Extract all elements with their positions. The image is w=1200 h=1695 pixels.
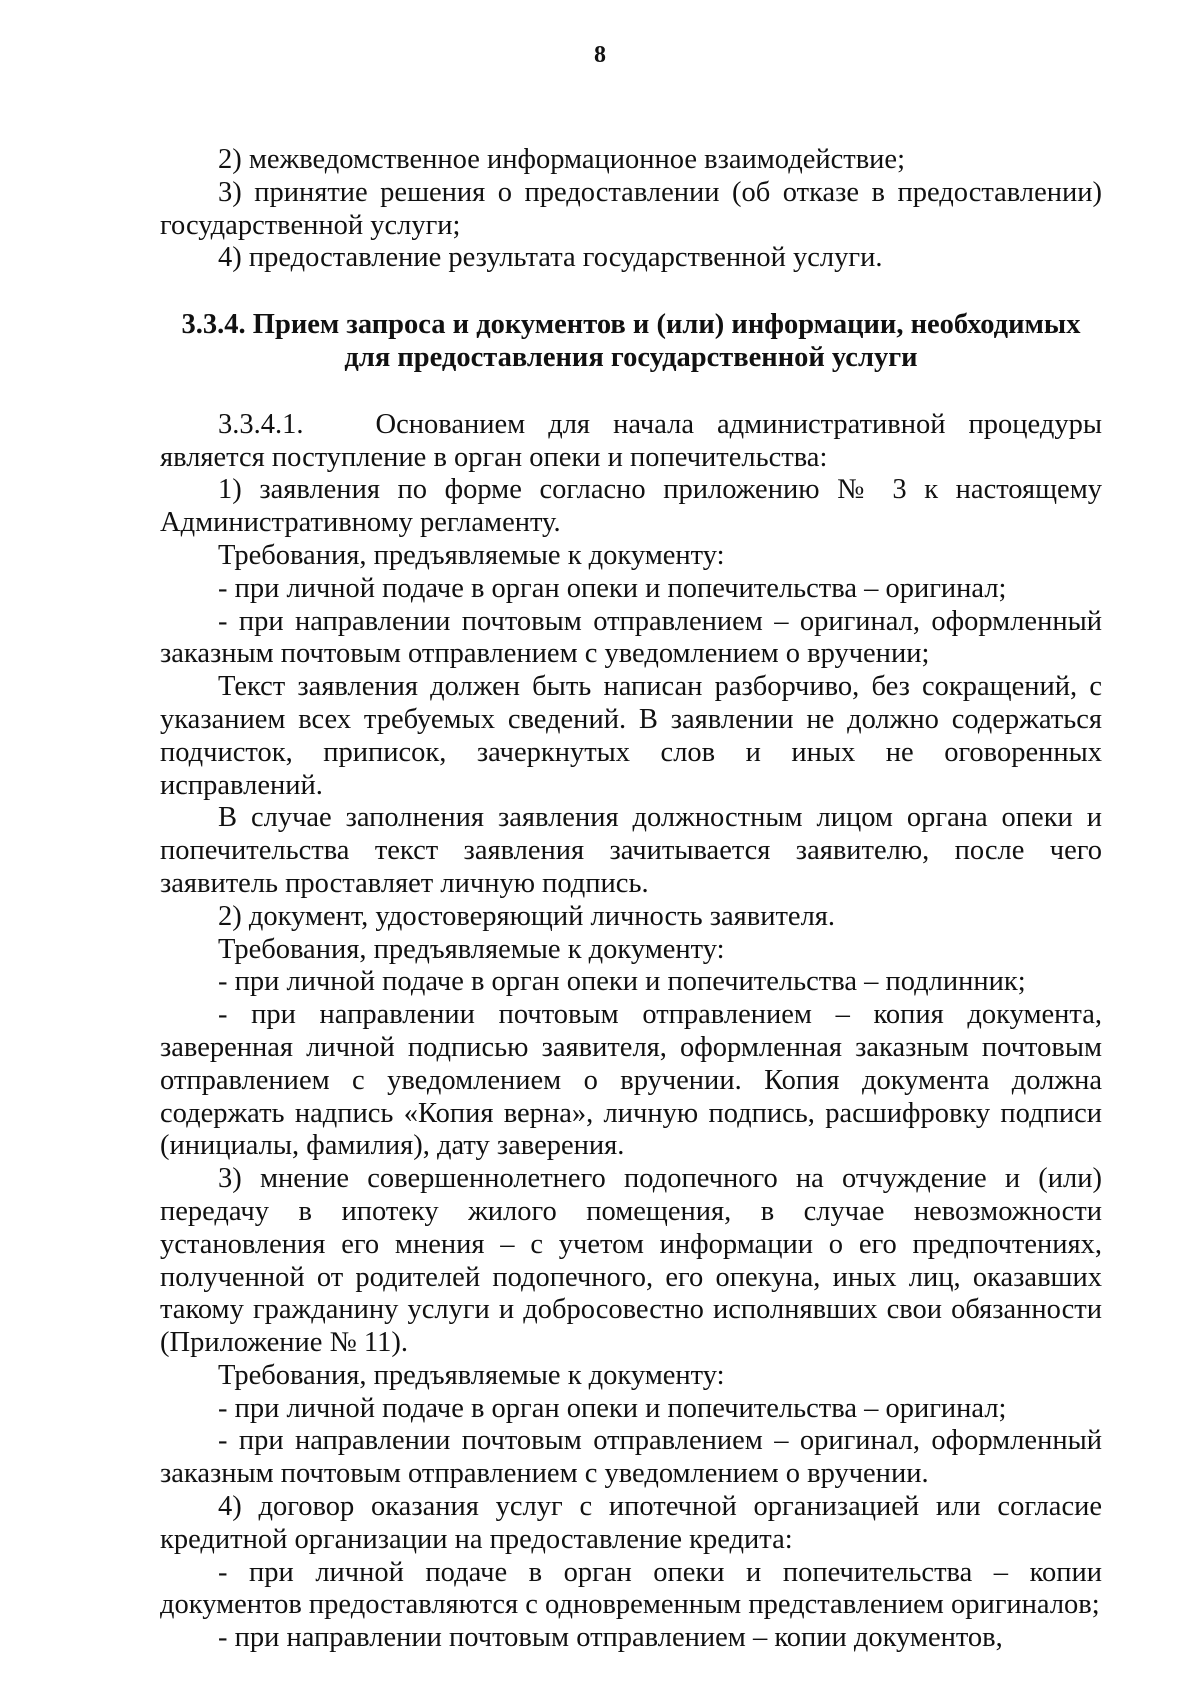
paragraph: 1) заявления по форме согласно приложению № 3 к настоящему Административному регламенту. bbox=[160, 474, 1102, 539]
paragraph: - при личной подаче в орган опеки и попечительства – копии документов предоставляются с одновременным представлением оригиналов; bbox=[160, 1556, 1102, 1621]
paragraph: Требования, предъявляемые к документу: bbox=[218, 539, 725, 571]
paragraph: - при направлении почтовым отправлением – оригинал, оформленный заказным почтовым отправлением с уведомлением о вручении. bbox=[160, 1425, 1102, 1490]
paragraph: - при личной подаче в орган опеки и попечительства – оригинал; bbox=[218, 1392, 1007, 1424]
paragraph: - при личной подаче в орган опеки и попечительства – подлинник; bbox=[218, 966, 1026, 998]
clause-number: 3.3.4.1. bbox=[218, 408, 304, 440]
paragraph: 4) предоставление результата государственной услуги. bbox=[218, 242, 883, 274]
page-number: 8 bbox=[594, 42, 606, 68]
clause-paragraph bbox=[160, 409, 1102, 475]
paragraph: 3) мнение совершеннолетнего подопечного на отчуждение и (или) передачу в ипотеку жилого помещения, в случае невозможности установления его мнения – с учетом информации о его предпочтениях, полученной от родителей подопечного, его опекуна, иных лиц, оказавших такому гражданину услуги и добросовестно исполнявших свои обязанности (Приложение № 11). bbox=[160, 1163, 1102, 1359]
paragraph: 4) договор оказания услуг с ипотечной организацией или согласие кредитной организации на предоставление кредита: bbox=[160, 1491, 1102, 1555]
paragraph: Текст заявления должен быть написан разборчиво, без сокращений, с указанием всех требуемых сведений. В заявлении не должно содержаться подчисток, приписок, зачеркнутых слов и иных не оговоренных исправлений. bbox=[160, 671, 1102, 801]
paragraph: 2) межведомственное информационное взаимодействие; bbox=[218, 144, 905, 175]
document-body bbox=[160, 144, 1102, 1655]
paragraph: - при личной подаче в орган опеки и попечительства – оригинал; bbox=[218, 572, 1007, 604]
clause-text: Основанием для начала административной процедуры является поступление в орган опеки и попечительства: bbox=[160, 408, 1102, 473]
section-heading: 3.3.4. Прием запроса и документов и (или) информации, необходимых для предоставления государственной услуги bbox=[181, 309, 1081, 373]
paragraph: Требования, предъявляемые к документу: bbox=[218, 1359, 725, 1391]
paragraph: Требования, предъявляемые к документу: bbox=[218, 933, 725, 965]
paragraph: - при направлении почтовым отправлением – копия документа, заверенная личной подписью заявителя, оформленная заказным почтовым отправлением с уведомлением о вручении. Копия документа должна содержать надпись «Копия верна», личную подпись, расшифровку подписи (инициалы, фамилия), дату заверения. bbox=[160, 999, 1102, 1162]
paragraph: 3) принятие решения о предоставлении (об отказе в предоставлении) государственной услуги; bbox=[160, 176, 1102, 241]
paragraph: 2) документ, удостоверяющий личность заявителя. bbox=[218, 900, 836, 932]
paragraph: В случае заполнения заявления должностным лицом органа опеки и попечительства текст заявления зачитывается заявителю, после чего заявитель проставляет личную подпись. bbox=[160, 802, 1102, 899]
paragraph: - при направлении почтовым отправлением – копии документов, bbox=[218, 1622, 1003, 1654]
paragraph: - при направлении почтовым отправлением – оригинал, оформленный заказным почтовым отправлением с уведомлением о вручении; bbox=[160, 605, 1102, 670]
